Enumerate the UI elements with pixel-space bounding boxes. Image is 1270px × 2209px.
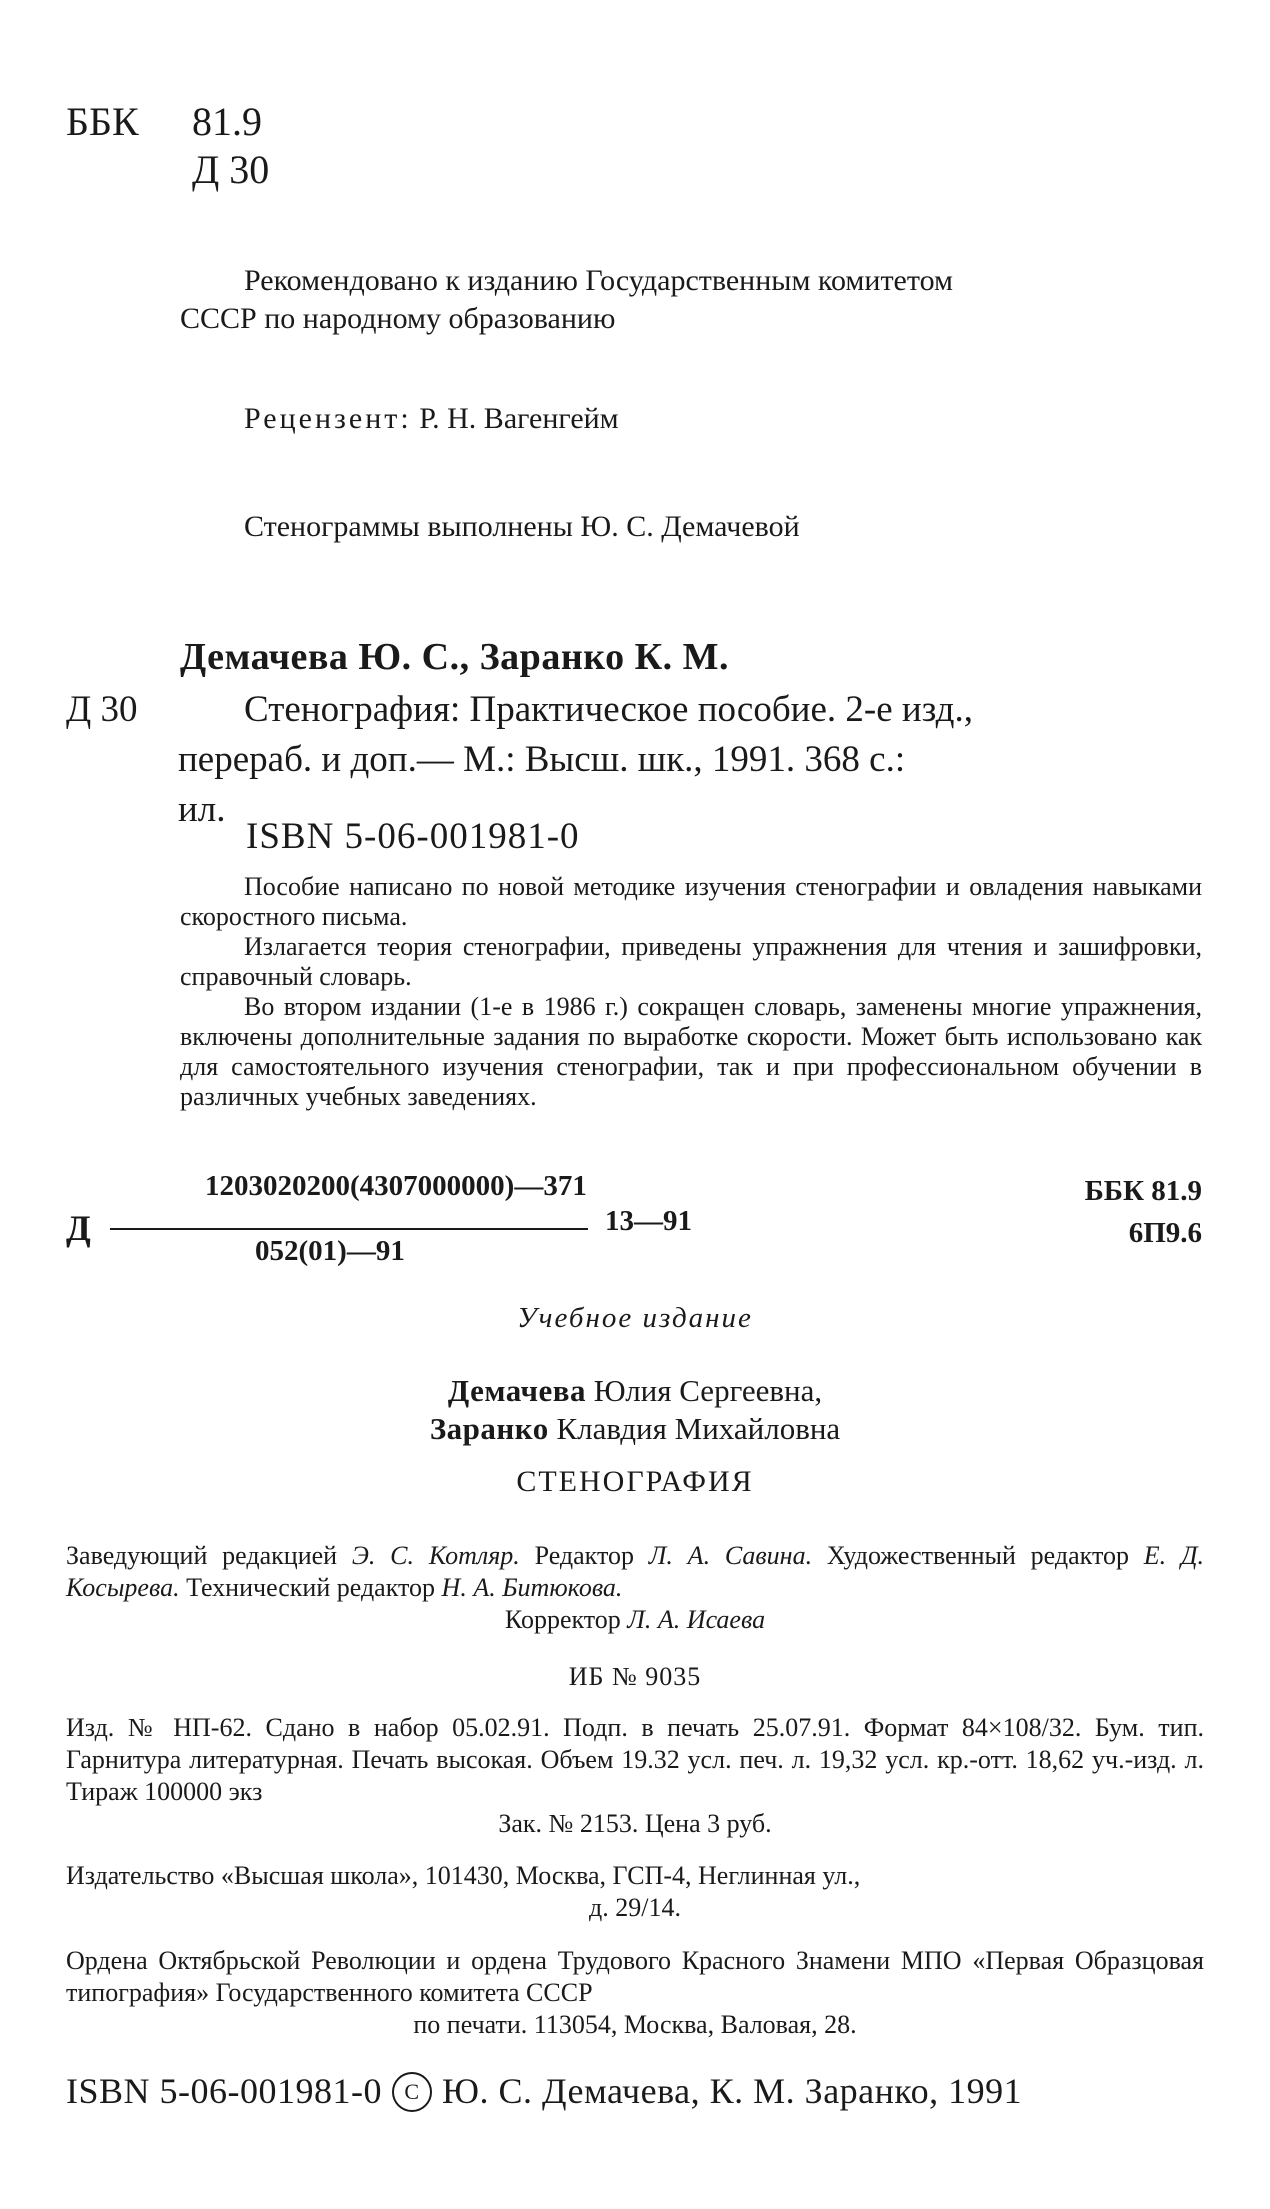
recommendation-line-1: Рекомендовано к изданию Государственным комитетом xyxy=(244,264,953,297)
classification-letter: Д xyxy=(66,1208,91,1248)
bbk-code: 81.9 xyxy=(192,99,262,144)
author-1 xyxy=(66,1372,1204,1410)
staff-name-2: Л. А. Савина. xyxy=(648,1541,813,1570)
staff-name-5: Л. А. Исаева xyxy=(627,1605,766,1634)
editorial-staff xyxy=(66,1540,1204,1636)
technical-data xyxy=(66,1712,1204,1840)
staff-text-3: Художественный редактор xyxy=(812,1541,1144,1570)
recommendation-line-2: СССР по народному образованию xyxy=(180,302,616,335)
annotation-p3: Во втором издании (1-е в 1986 г.) сокращен словарь, заменены многие упражнения, включены дополнительные задания по выработке скорости. Может быть использовано как для самостоятельного изучения стенографии, так и при профессиональном обучении в различных учебных заведениях. xyxy=(180,992,1202,1111)
classification-code2: 6П9.6 xyxy=(1128,1217,1202,1249)
ib-number: ИБ № 9035 xyxy=(568,1662,702,1691)
staff-name-1: Э. С. Котляр. xyxy=(351,1541,520,1570)
technical-text: Изд. № НП-62. Сдано в набор 05.02.91. Подп. в печать 25.07.91. Формат 84×108/32. Бум. тип. Гарнитура литературная. Печать высокая. Объем 19.32 усл. печ. л. 19,32 усл. кр.-отт. 18,62 уч.-изд. л. Тираж 100000 экз xyxy=(66,1713,1204,1806)
bib-authors: Демачева Ю. С., Заранко К. М. xyxy=(180,636,730,678)
staff-text-2: Редактор xyxy=(519,1541,649,1570)
author-2-surname: Заранко xyxy=(429,1411,549,1446)
bib-line-1: Стенография: Практическое пособие. 2-е изд., xyxy=(244,689,973,730)
author-sign: Д 30 xyxy=(192,147,270,192)
edition-type: Учебное издание xyxy=(517,1302,753,1334)
classification-denominator: 052(01)—91 xyxy=(255,1235,405,1267)
classification-middle: 13—91 xyxy=(605,1205,692,1237)
printer xyxy=(66,1945,1204,2041)
classification-numerator: 1203020200(4307000000)—371 xyxy=(205,1170,587,1202)
author-2 xyxy=(66,1410,1204,1448)
author-2-name: Клавдия Михайловна xyxy=(556,1411,841,1446)
classification-fraction-line xyxy=(110,1228,588,1230)
footer-copyright xyxy=(66,2070,1022,2112)
staff-name-4: Н. А. Битюкова. xyxy=(441,1573,623,1602)
annotation xyxy=(180,872,1202,1112)
technical-last-line: Зак. № 2153. Цена 3 руб. xyxy=(498,1809,772,1838)
printer-last-line: по печати. 113054, Москва, Валовая, 28. xyxy=(413,2010,857,2039)
bib-line-3: ил. xyxy=(178,789,226,830)
publisher xyxy=(66,1860,1204,1924)
staff-text-1: Заведующий редакцией xyxy=(66,1541,352,1570)
bib-description xyxy=(180,685,973,835)
staff-text-4: Технический редактор xyxy=(179,1573,442,1602)
reviewer-label: Рецензент: xyxy=(244,402,412,435)
annotation-p2: Излагается теория стенографии, приведены упражнения для чтения и зашифровки, справочный словарь. xyxy=(180,932,1202,991)
staff-last-line xyxy=(66,1604,1204,1636)
staff-text-5: Корректор xyxy=(504,1605,628,1634)
classification-bbk: ББК 81.9 xyxy=(1084,1175,1202,1207)
staff-name-3: Е. Д. Косырева. xyxy=(66,1541,1204,1602)
author-1-surname: Демачева xyxy=(447,1373,586,1408)
publisher-text: Издательство «Высшая школа», 101430, Москва, ГСП-4, Неглинная ул., xyxy=(66,1861,861,1890)
bbk-header xyxy=(66,98,262,145)
publisher-last-line: д. 29/14. xyxy=(589,1893,681,1922)
annotation-p1: Пособие написано по новой методике изучения стенографии и овладения навыками скоростного письма. xyxy=(180,872,1202,931)
reviewer-name: Р. Н. Вагенгейм xyxy=(419,402,619,435)
bib-line-2: перераб. и доп.— М.: Высш. шк., 1991. 368 с.: xyxy=(178,739,906,780)
author-1-name: Юлия Сергеевна, xyxy=(593,1373,823,1408)
authors-full xyxy=(66,1372,1204,1448)
footer-holders: Ю. С. Демачева, К. М. Заранко, 1991 xyxy=(441,2071,1023,2111)
copyright-icon: C xyxy=(392,2072,432,2112)
stenograms-note: Стенограммы выполнены Ю. С. Демачевой xyxy=(244,510,800,543)
printer-text: Ордена Октябрьской Революции и ордена Трудового Красного Знамени МПО «Первая Образцовая типография» Государственного комитета СССР xyxy=(66,1946,1204,2007)
footer-isbn: ISBN 5-06-001981-0 xyxy=(66,2071,382,2111)
reviewer xyxy=(244,400,619,438)
bbk-label: ББК xyxy=(66,99,139,144)
bib-isbn: ISBN 5-06-001981-0 xyxy=(246,816,580,857)
book-title: СТЕНОГРАФИЯ xyxy=(516,1465,754,1498)
bib-code: Д 30 xyxy=(66,689,138,730)
